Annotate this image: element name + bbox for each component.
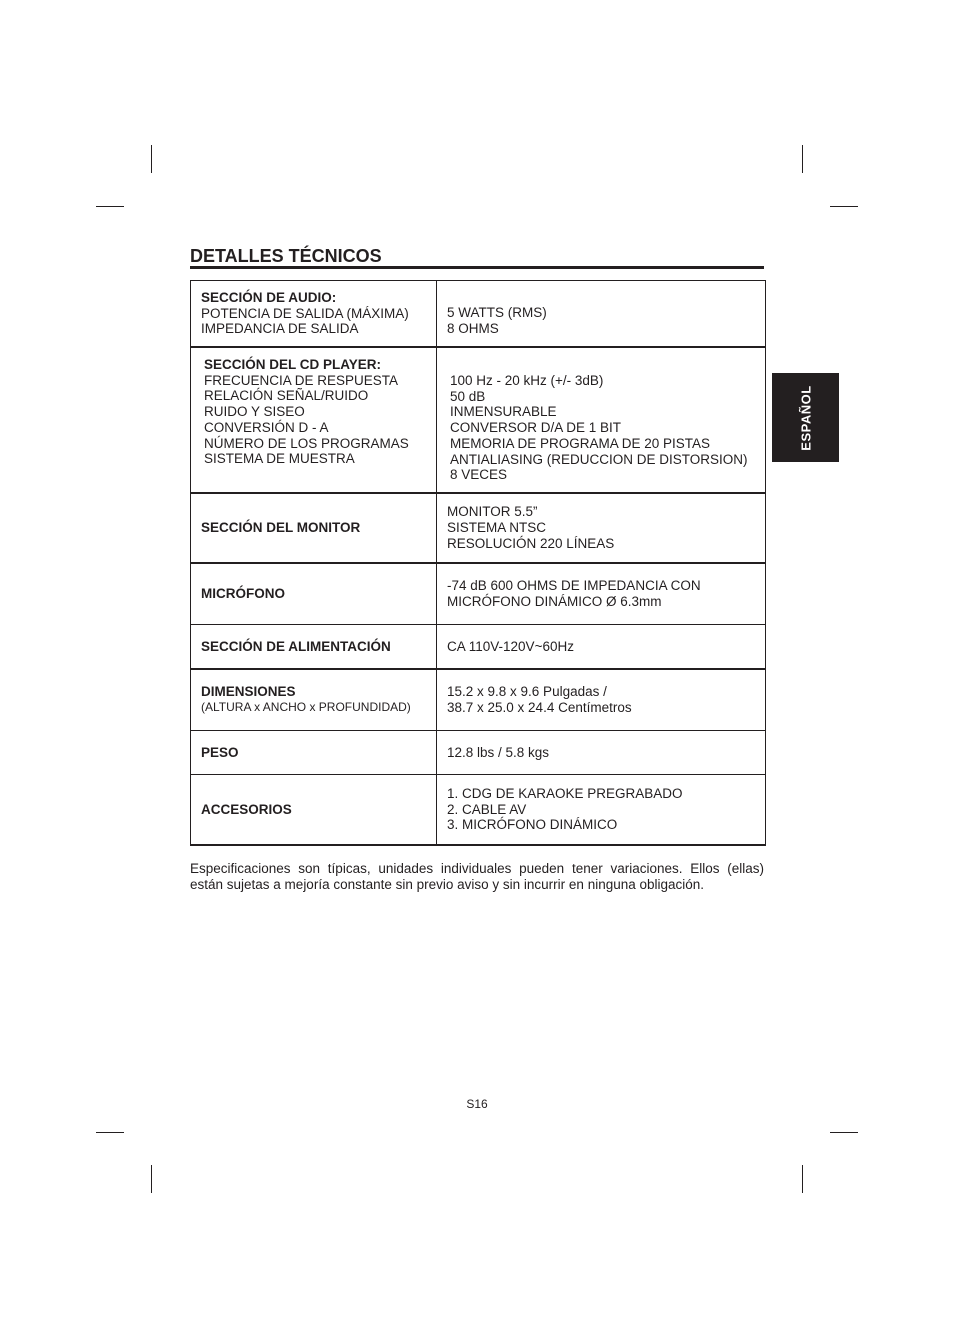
disclaimer-line: están sujetas a mejoría constante sin previo aviso y sin incurrir en ninguna obligación. <box>190 877 705 892</box>
spec-label-cell <box>191 494 437 562</box>
spec-heading: ACCESORIOS <box>201 801 292 817</box>
spec-value: 3. MICRÓFONO DINÁMICO <box>447 817 618 833</box>
spec-value: 15.2 x 9.8 x 9.6 Pulgadas / <box>447 684 607 700</box>
spec-label: IMPEDANCIA DE SALIDA <box>201 321 359 337</box>
spec-heading: SECCIÓN DE ALIMENTACIÓN <box>201 638 391 654</box>
spec-row-monitor <box>191 494 765 564</box>
spec-row-accessories <box>191 775 765 846</box>
spec-label: NÚMERO DE LOS PROGRAMAS <box>204 435 409 451</box>
spec-value: 2. CABLE AV <box>447 801 527 817</box>
spec-heading: DIMENSIONES <box>201 684 296 700</box>
spec-row-weight <box>191 731 765 775</box>
crop-mark <box>96 206 124 207</box>
spec-label-cell <box>191 775 437 844</box>
language-tab-label: ESPAÑOL <box>798 384 813 451</box>
language-tab <box>772 373 839 462</box>
crop-mark <box>96 1132 124 1133</box>
spec-row-power <box>191 625 765 670</box>
spec-label-cell <box>191 281 437 346</box>
crop-mark <box>802 145 803 173</box>
crop-mark <box>830 206 858 207</box>
spec-value: RESOLUCIÓN 220 LÍNEAS <box>447 535 615 551</box>
spec-value: MONITOR 5.5” <box>447 504 538 520</box>
spec-label: SISTEMA DE MUESTRA <box>204 451 355 467</box>
spec-label: POTENCIA DE SALIDA (MÁXIMA) <box>201 305 409 321</box>
spec-subheading: (ALTURA x ANCHO x PROFUNDIDAD) <box>201 700 411 714</box>
spec-label: CONVERSIÓN D - A <box>204 419 329 435</box>
spec-row-microphone <box>191 564 765 625</box>
spec-label-cell <box>191 731 437 774</box>
spec-label: RUIDO Y SISEO <box>204 404 305 420</box>
crop-mark <box>802 1165 803 1193</box>
spec-heading: MICRÓFONO <box>201 586 285 602</box>
spec-label-cell <box>191 625 437 668</box>
spec-value-cell <box>437 731 765 774</box>
spec-heading: PESO <box>201 744 239 760</box>
page-title: DETALLES TÉCNICOS <box>190 246 382 266</box>
spec-value: CONVERSOR D/A DE 1 BIT <box>450 420 622 436</box>
spec-row-cd-player <box>191 348 765 494</box>
spec-heading: SECCIÓN DEL CD PLAYER: <box>204 357 382 372</box>
spec-heading: SECCIÓN DE AUDIO: <box>201 289 337 305</box>
title-underline <box>190 266 764 269</box>
spec-value: 38.7 x 25.0 x 24.4 Centímetros <box>447 700 632 715</box>
spec-value: MICRÓFONO DINÁMICO Ø 6.3mm <box>447 594 662 609</box>
spec-value-cell <box>437 775 765 844</box>
spec-value: 50 dB <box>450 388 486 404</box>
spec-value: 12.8 lbs / 5.8 kgs <box>447 744 550 760</box>
spec-value: CA 110V-120V~60Hz <box>447 638 574 654</box>
spec-label-cell <box>191 348 437 492</box>
spec-label: RELACIÓN SEÑAL/RUIDO <box>204 388 369 404</box>
spec-row-audio <box>191 281 765 348</box>
spec-value: 8 VECES <box>450 467 508 483</box>
spec-value-cell <box>437 670 765 730</box>
crop-mark <box>151 145 152 173</box>
disclaimer <box>190 861 764 893</box>
spec-value-cell <box>437 281 765 346</box>
spec-value-cell <box>437 564 765 624</box>
crop-mark <box>830 1132 858 1133</box>
page-number: S16 <box>466 1097 488 1111</box>
spec-value: 8 OHMS <box>447 321 499 336</box>
specs-table <box>190 280 766 846</box>
spec-heading: SECCIÓN DEL MONITOR <box>201 520 361 536</box>
spec-value: 1. CDG DE KARAOKE PREGRABADO <box>447 785 683 801</box>
spec-value-cell <box>437 494 765 562</box>
spec-value: 100 Hz - 20 kHz (+/- 3dB) <box>450 373 604 388</box>
spec-row-dimensions <box>191 670 765 731</box>
spec-value: 5 WATTS (RMS) <box>447 305 547 321</box>
spec-value-cell <box>437 348 765 492</box>
spec-label-cell <box>191 670 437 730</box>
spec-value: -74 dB 600 OHMS DE IMPEDANCIA CON <box>447 578 701 594</box>
disclaimer-line: Especificaciones son típicas, unidades individuales pueden tener variaciones. Ellos (ellas) <box>190 861 764 876</box>
spec-label-cell <box>191 564 437 624</box>
spec-value-cell <box>437 625 765 668</box>
crop-mark <box>151 1165 152 1193</box>
spec-label: FRECUENCIA DE RESPUESTA <box>204 372 399 388</box>
spec-value: ANTIALIASING (REDUCCION DE DISTORSION) <box>450 451 748 467</box>
spec-value: SISTEMA NTSC <box>447 520 547 536</box>
spec-value: MEMORIA DE PROGRAMA DE 20 PISTAS <box>450 435 711 451</box>
spec-value: INMENSURABLE <box>450 404 557 420</box>
